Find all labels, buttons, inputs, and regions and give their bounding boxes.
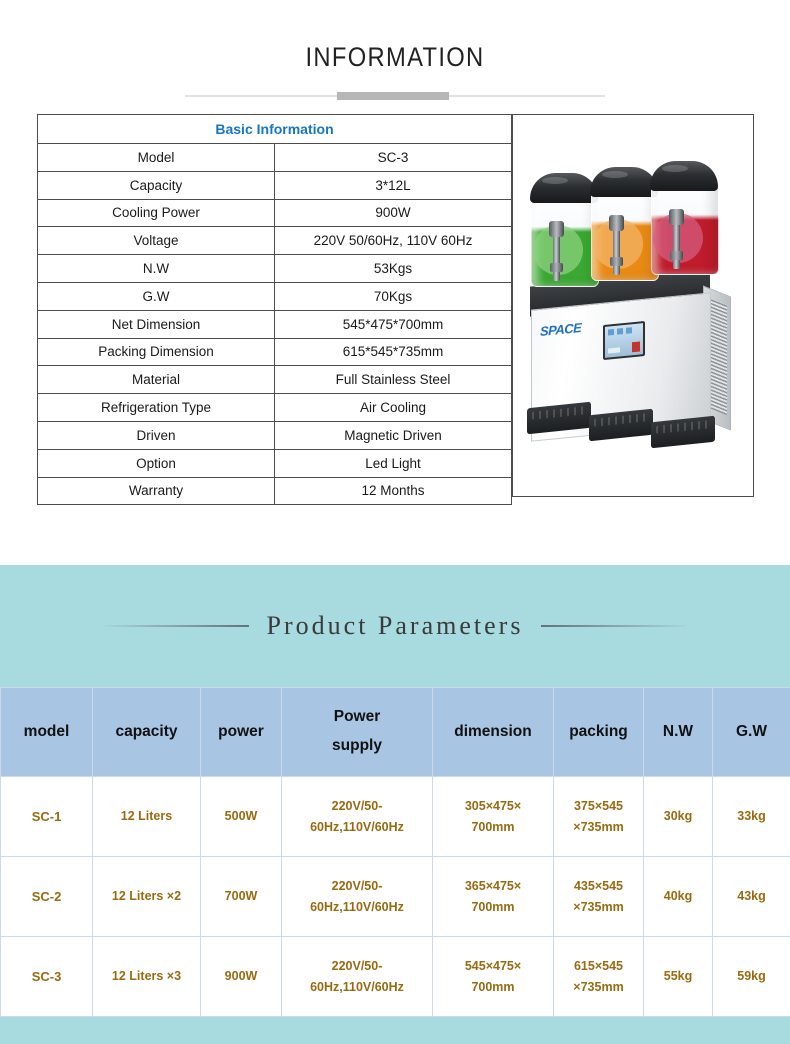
cell-model: SC-1 [1, 777, 93, 857]
row-value: Led Light [275, 449, 512, 477]
basic-information-table [37, 114, 512, 505]
cell-power-supply-line2: 60Hz,110V/60Hz [310, 979, 404, 994]
row-label: Net Dimension [38, 310, 275, 338]
slush-tank-red [651, 161, 717, 273]
slush-tank-orange [591, 167, 657, 279]
row-value: 615*545*735mm [275, 338, 512, 366]
parameters-table-head [1, 688, 790, 777]
table-row [38, 366, 512, 394]
cell-packing-line1: 615×545 [573, 958, 623, 973]
control-panel-screen [605, 323, 643, 358]
cell-power-supply-line1: 220V/50- [331, 798, 383, 813]
table-header-row [1, 688, 790, 777]
row-label: Capacity [38, 171, 275, 199]
cell-nw: 55kg [644, 937, 713, 1017]
cell-dimension-line2: 700mm [471, 819, 515, 834]
row-label: G.W [38, 282, 275, 310]
cell-packing-line2: ×735mm [573, 899, 624, 914]
cell-power: 900W [201, 937, 282, 1017]
title-divider [185, 90, 605, 102]
cell-model: SC-3 [1, 937, 93, 1017]
product-parameters-title: Product Parameters [266, 611, 524, 640]
cell-gw: 33kg [713, 777, 790, 857]
table-row [1, 857, 790, 937]
product-photo [512, 114, 754, 497]
drip-tray [651, 416, 715, 449]
divider-thick-bar [337, 92, 449, 100]
column-header-dimension: dimension [433, 688, 554, 777]
column-header-power-supply [282, 688, 433, 777]
cell-packing-line1: 435×545 [573, 878, 623, 893]
cell-dimension [433, 777, 554, 857]
row-label: Warranty [38, 477, 275, 505]
row-value: 12 Months [275, 477, 512, 505]
table-row [1, 937, 790, 1017]
cell-power-supply [282, 857, 433, 937]
tank-lid [590, 167, 658, 197]
control-panel-buttons [608, 327, 632, 335]
table-row [38, 310, 512, 338]
row-label: N.W [38, 255, 275, 283]
product-parameters-table [0, 687, 790, 1017]
slush-tank-green [531, 173, 597, 285]
cell-capacity: 12 Liters [93, 777, 201, 857]
row-label: Cooling Power [38, 199, 275, 227]
cell-nw: 40kg [644, 857, 713, 937]
cell-gw: 43kg [713, 857, 790, 937]
brand-logo: SPACE [540, 320, 582, 339]
table-row [38, 421, 512, 449]
dispense-tap [553, 233, 560, 281]
dispense-tap [613, 227, 620, 275]
row-label: Option [38, 449, 275, 477]
row-value: 220V 50/60Hz, 110V 60Hz [275, 227, 512, 255]
basic-information-title: Basic Information [38, 115, 512, 144]
row-value: 900W [275, 199, 512, 227]
column-header-capacity: capacity [93, 688, 201, 777]
table-row [38, 449, 512, 477]
panel-button-icon [608, 329, 614, 336]
dispense-tap [673, 221, 680, 269]
cell-dimension-line1: 365×475× [464, 878, 522, 893]
row-value: 3*12L [275, 171, 512, 199]
row-value: Full Stainless Steel [275, 366, 512, 394]
cell-power-supply-line1: 220V/50- [331, 878, 383, 893]
column-header-power-supply-line2: supply [332, 737, 382, 754]
tank-lid [650, 161, 718, 191]
row-label: Refrigeration Type [38, 394, 275, 422]
page-title: INFORMATION [305, 42, 485, 72]
cell-packing [554, 937, 644, 1017]
table-row [38, 144, 512, 172]
basic-information-section [0, 114, 790, 504]
cell-packing-line1: 375×545 [573, 798, 623, 813]
table-row [38, 227, 512, 255]
information-header [0, 0, 790, 102]
cell-capacity: 12 Liters ×2 [93, 857, 201, 937]
panel-power-switch-icon [632, 341, 640, 352]
cell-power-supply [282, 937, 433, 1017]
table-row [38, 338, 512, 366]
row-label: Driven [38, 421, 275, 449]
cell-power: 500W [201, 777, 282, 857]
row-value: 53Kgs [275, 255, 512, 283]
column-header-nw: N.W [644, 688, 713, 777]
column-header-gw: G.W [713, 688, 790, 777]
row-value: Air Cooling [275, 394, 512, 422]
column-header-packing: packing [554, 688, 644, 777]
product-parameters-section [0, 565, 790, 1044]
cell-capacity: 12 Liters ×3 [93, 937, 201, 1017]
row-label: Voltage [38, 227, 275, 255]
cell-dimension-line2: 700mm [471, 899, 515, 914]
row-value: SC-3 [275, 144, 512, 172]
table-row-title [38, 115, 512, 144]
tank-lid [530, 173, 598, 203]
table-row [38, 255, 512, 283]
control-panel [603, 321, 645, 360]
cell-model: SC-2 [1, 857, 93, 937]
table-row [1, 777, 790, 857]
cell-power-supply [282, 777, 433, 857]
cell-gw: 59kg [713, 937, 790, 1017]
table-row [38, 477, 512, 505]
cell-packing-line2: ×735mm [573, 819, 624, 834]
product-parameters-header [0, 565, 790, 687]
cell-power-supply-line2: 60Hz,110V/60Hz [310, 899, 404, 914]
drip-tray [589, 409, 653, 442]
cell-packing [554, 857, 644, 937]
cell-power-supply-line2: 60Hz,110V/60Hz [310, 819, 404, 834]
cell-power-supply-line1: 220V/50- [331, 958, 383, 973]
title-line-right [541, 625, 686, 627]
row-label: Model [38, 144, 275, 172]
column-header-power: power [201, 688, 282, 777]
cell-dimension-line2: 700mm [471, 979, 515, 994]
cell-power: 700W [201, 857, 282, 937]
cell-packing-line2: ×735mm [573, 979, 624, 994]
table-row [38, 394, 512, 422]
title-line-left [104, 625, 249, 627]
cell-dimension-line1: 305×475× [464, 798, 522, 813]
cell-nw: 30kg [644, 777, 713, 857]
panel-label [608, 347, 620, 353]
row-label: Packing Dimension [38, 338, 275, 366]
panel-button-icon [626, 327, 632, 334]
parameters-table-body [1, 777, 790, 1017]
column-header-model: model [1, 688, 93, 777]
table-row [38, 171, 512, 199]
cell-packing [554, 777, 644, 857]
row-value: 545*475*700mm [275, 310, 512, 338]
row-label: Material [38, 366, 275, 394]
cell-dimension-line1: 545×475× [464, 958, 522, 973]
row-value: 70Kgs [275, 282, 512, 310]
column-header-power-supply-line1: Power [333, 708, 381, 726]
basic-information-body [38, 115, 512, 505]
panel-button-icon [617, 328, 623, 335]
table-row [38, 199, 512, 227]
slush-machine-illustration [513, 115, 753, 496]
table-row [38, 282, 512, 310]
cell-dimension [433, 937, 554, 1017]
cell-dimension [433, 857, 554, 937]
row-value: Magnetic Driven [275, 421, 512, 449]
